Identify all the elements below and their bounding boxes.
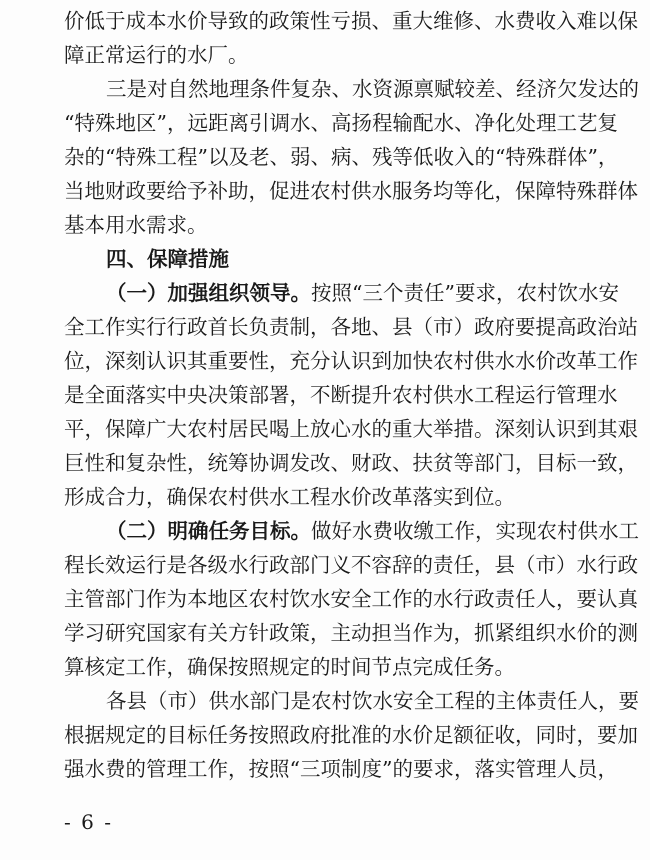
text-line: 是全面落实中央决策部署，不断提升农村供水工程运行管理水 [64, 383, 618, 407]
text-line: 程长效运行是各级水行政部门义不容辞的责任，县（市）水行政 [64, 553, 638, 577]
text-span: 做好水费收缴工作，实现农村供水工 [311, 519, 639, 543]
text-line: 巨性和复杂性，统筹协调发改、财政、扶贫等部门，目标一致， [64, 451, 638, 475]
text-line: “特殊地区”，远距离引调水、高扬程输配水、净化处理工艺复 [64, 111, 618, 135]
text-line: 形成合力，确保农村供水工程水价改革落实到位。 [64, 485, 515, 509]
text-line: 价低于成本水价导致的政策性亏损、重大维修、水费收入难以保 [64, 9, 638, 33]
paragraph-lead-line [64, 514, 639, 548]
text-line: 杂的“特殊工程”以及老、弱、病、残等低收入的“特殊群体”， [64, 145, 619, 169]
subsection-title: （二）明确任务目标。 [106, 519, 311, 543]
text-line: 主管部门作为本地区农村饮水安全工作的水行政责任人，要认真 [64, 587, 638, 611]
text-line: 当地财政要给予补助，促进农村供水服务均等化，保障特殊群体 [64, 179, 638, 203]
section-heading: 四、保障措施 [106, 247, 229, 271]
text-line: 学习研究国家有关方针政策，主动担当作为，抓紧组织水价的测 [64, 621, 638, 645]
document-body [64, 4, 639, 786]
paragraph-lead-line [64, 276, 619, 310]
text-line: 平，保障广大农村居民喝上放心水的重大举措。深刻认识到其艰 [64, 417, 638, 441]
text-line: 障正常运行的水厂。 [64, 43, 249, 67]
text-line: 强水费的管理工作，按照“三项制度”的要求，落实管理人员， [64, 757, 618, 781]
text-line: 各县（市）供水部门是农村饮水安全工程的主体责任人，要 [106, 689, 639, 713]
text-line: 全工作实行行政首长负责制，各地、县（市）政府要提高政治站 [64, 315, 638, 339]
text-line: 基本用水需求。 [64, 213, 208, 237]
text-line: 位，深刻认识其重要性，充分认识到加快农村供水水价改革工作 [64, 349, 638, 373]
text-line: 根据规定的目标任务按照政府批准的水价足额征收，同时，要加 [64, 723, 638, 747]
page-number: - 6 - [64, 810, 113, 834]
subsection-title: （一）加强组织领导。 [106, 281, 311, 305]
text-line: 三是对自然地理条件复杂、水资源禀赋较差、经济欠发达的 [106, 77, 639, 101]
text-span: 按照“三个责任”要求，农村饮水安 [311, 281, 619, 305]
text-line: 算核定工作，确保按照规定的时间节点完成任务。 [64, 655, 515, 679]
